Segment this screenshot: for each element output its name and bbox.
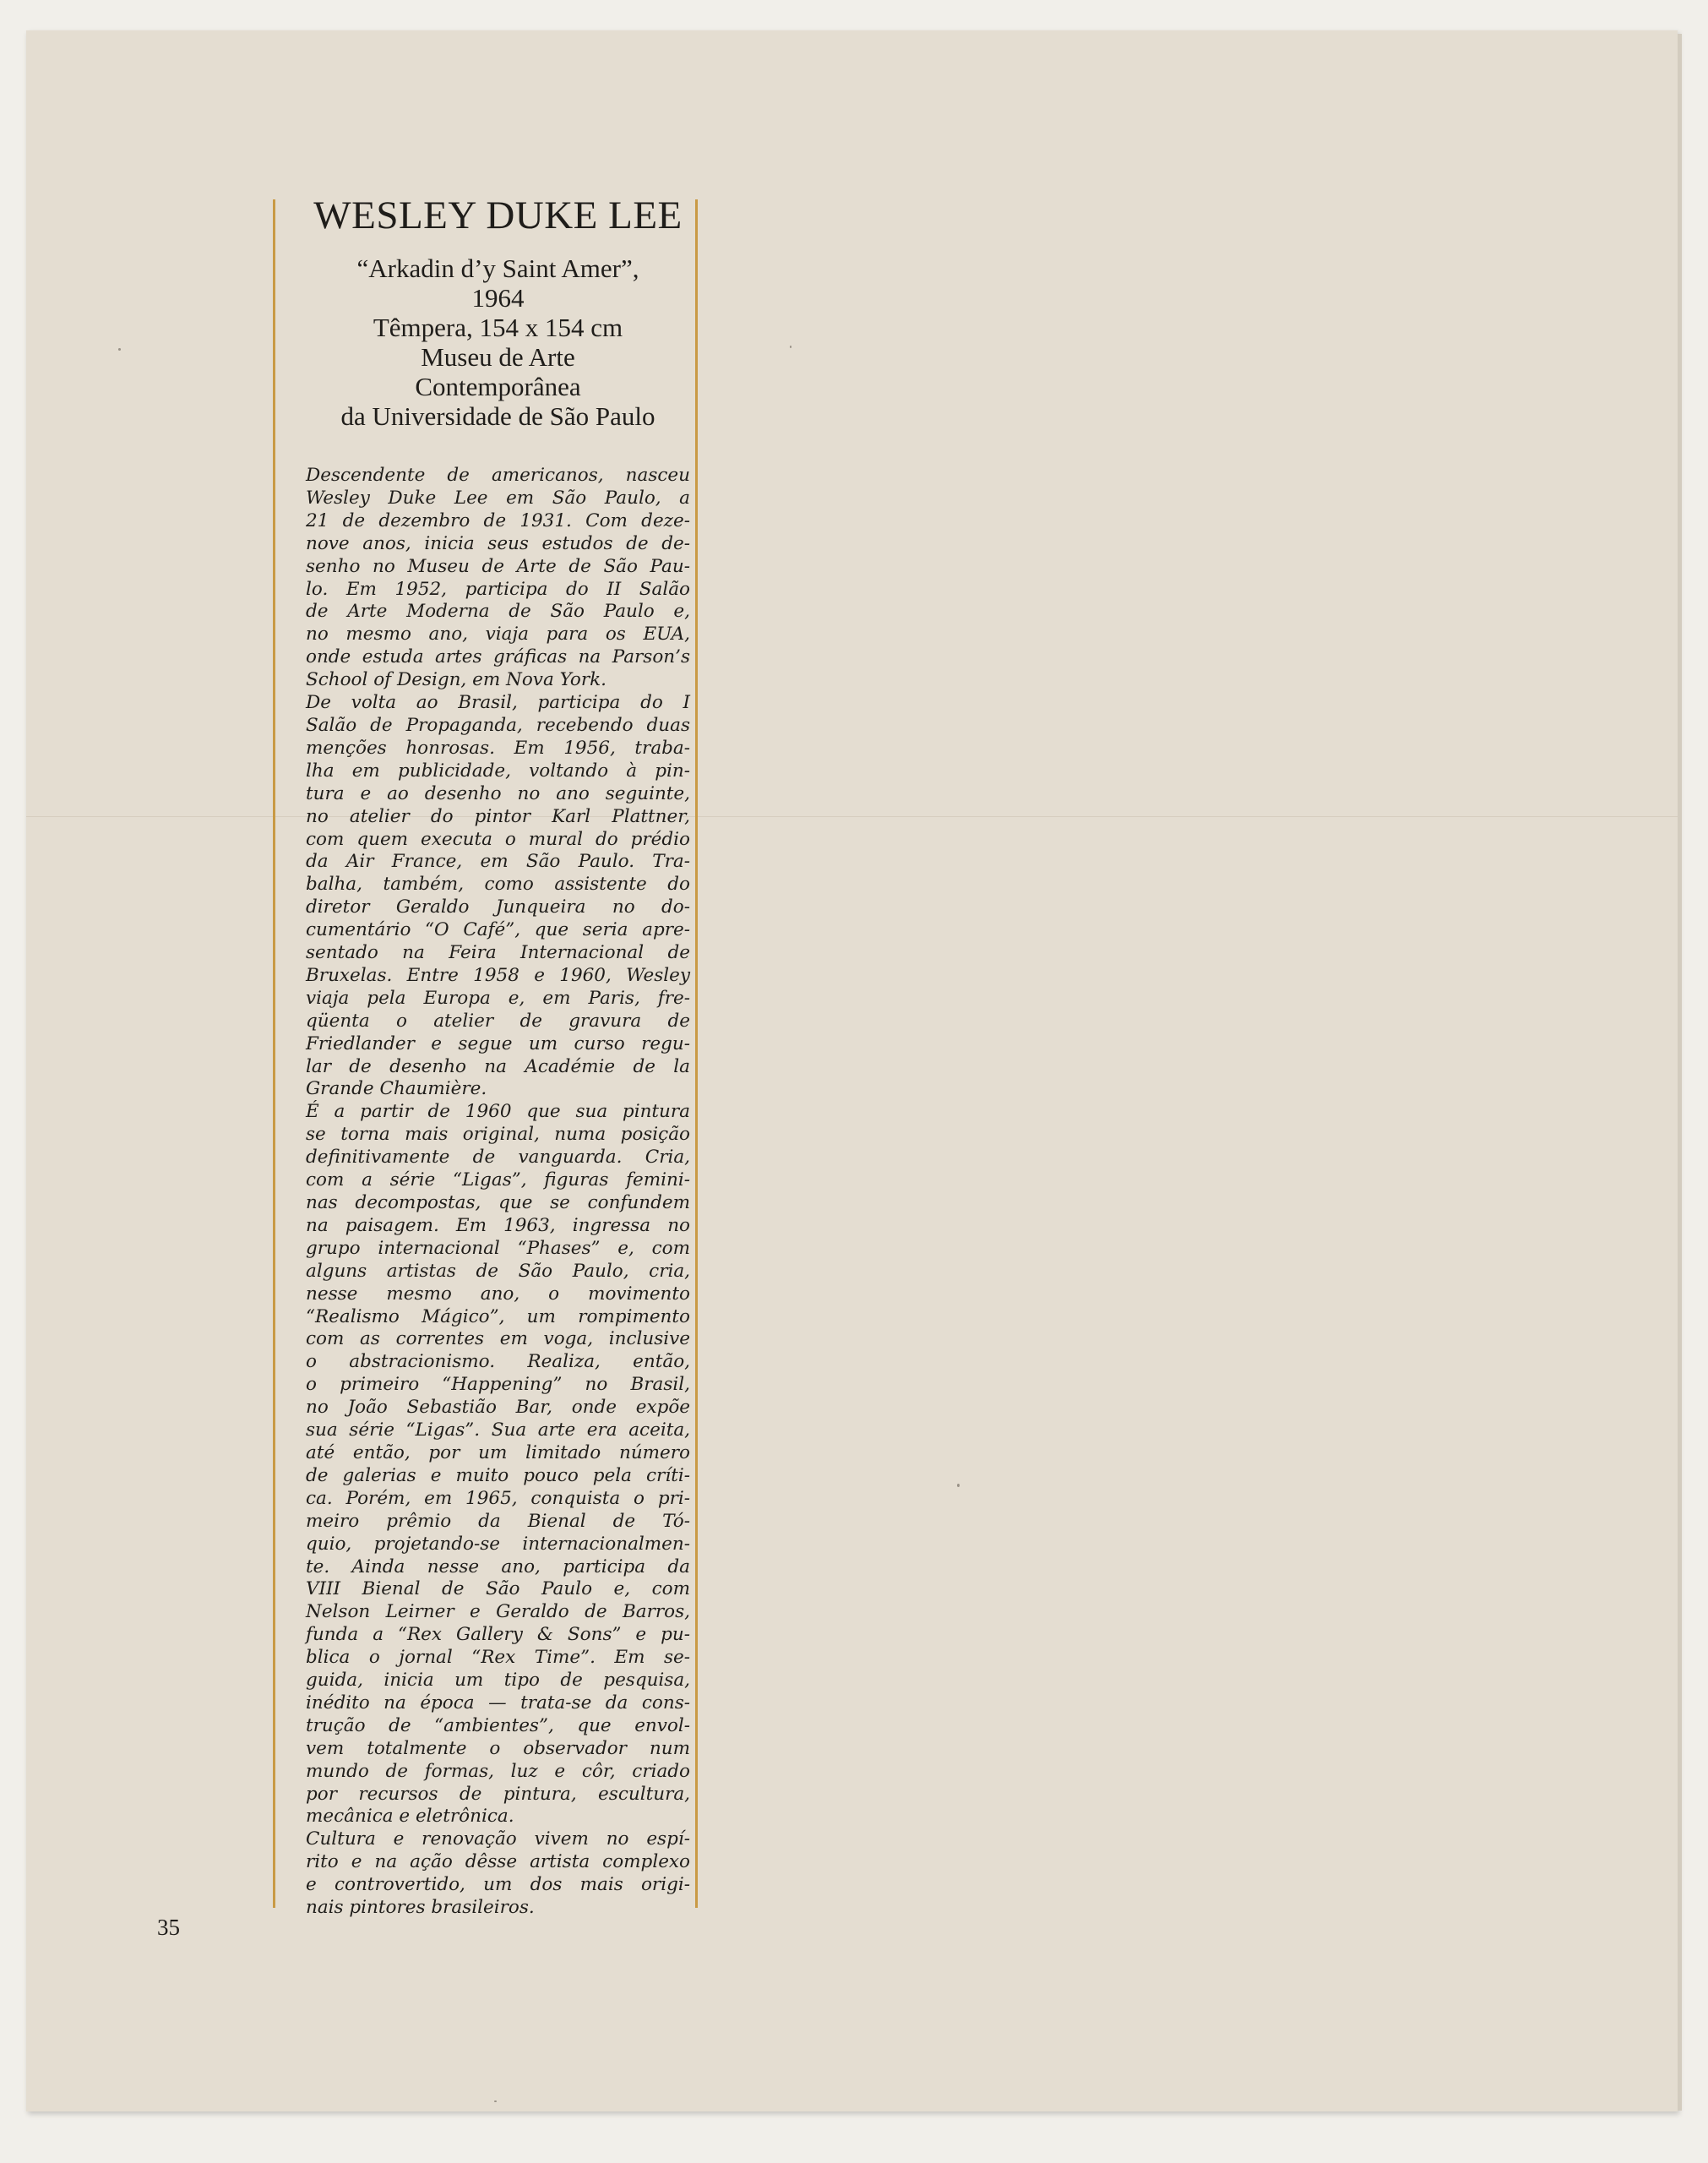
biography-line: É a partir de 1960 que sua pintura	[306, 1101, 690, 1123]
biography-line: rito e na ação dêsse artista complexo	[306, 1851, 690, 1873]
biography-line: VIII Bienal de São Paulo e, com	[306, 1578, 690, 1600]
artist-name: WESLEY DUKE LEE	[313, 193, 683, 237]
biography-line: no atelier do pintor Karl Plattner,	[306, 805, 690, 827]
biography-line: Friedlander e segue um curso regu-	[306, 1032, 690, 1054]
biography-line: lo. Em 1952, participa do II Salão	[306, 578, 690, 600]
biography-line: com a série “Ligas”, figuras femini-	[306, 1169, 690, 1191]
biography-line: quio, projetando-se internacionalmen-	[306, 1533, 690, 1555]
artwork-collection-line: Contemporânea	[415, 372, 581, 401]
paper-edge	[1678, 34, 1682, 2111]
artwork-year: 1964	[471, 283, 525, 313]
biography-line: Bruxelas. Entre 1958 e 1960, Wesley	[306, 964, 690, 986]
left-column-rule	[273, 199, 275, 1908]
biography-line: se torna mais original, numa posição	[306, 1124, 690, 1146]
biography-line: nas decompostas, que se confundem	[306, 1192, 690, 1213]
biography-line: sentado na Feira Internacional de	[306, 942, 690, 964]
paper-speck	[790, 346, 791, 348]
artwork-caption	[306, 253, 690, 431]
biography-line: e controvertido, um dos mais origi-	[306, 1874, 690, 1896]
biography-text	[306, 465, 690, 1920]
biography-line: funda a “Rex Gallery & Sons” e pu-	[306, 1624, 690, 1646]
paper-speck	[494, 2100, 497, 2102]
biography-line: o abstracionismo. Realiza, então,	[306, 1351, 690, 1373]
biography-line: ca. Porém, em 1965, conquista o pri-	[306, 1487, 690, 1509]
biography-line: de Arte Moderna de São Paulo e,	[306, 601, 690, 623]
paper-speck	[118, 348, 121, 351]
biography-line: menções honrosas. Em 1956, traba-	[306, 737, 690, 759]
artwork-collection-line: da Universidade de São Paulo	[340, 401, 655, 431]
biography-line: senho no Museu de Arte de São Pau-	[306, 555, 690, 577]
biography-line: De volta ao Brasil, participa do I	[306, 692, 690, 714]
biography-line: School of Design, em Nova York.	[306, 669, 607, 691]
right-column-rule	[695, 199, 698, 1908]
biography-line: definitivamente de vanguarda. Cria,	[306, 1147, 690, 1169]
artwork-medium: Têmpera, 154 x 154 cm	[373, 313, 623, 342]
biography-line: te. Ainda nesse ano, participa da	[306, 1556, 690, 1577]
biography-line: blica o jornal “Rex Time”. Em se-	[306, 1647, 690, 1669]
biography-line: o primeiro “Happening” no Brasil,	[306, 1374, 690, 1396]
biography-line: no mesmo ano, viaja para os EUA,	[306, 624, 690, 646]
biography-line: com quem executa o mural do prédio	[306, 828, 690, 850]
biography-line: onde estuda artes gráficas na Parson’s	[306, 646, 690, 668]
biography-line: “Realismo Mágico”, um rompimento	[306, 1305, 690, 1327]
biography-line: da Air France, em São Paulo. Tra-	[306, 851, 690, 873]
biography-line: balha, também, como assistente do	[306, 874, 690, 896]
biography-line: no João Sebastião Bar, onde expõe	[306, 1397, 690, 1419]
biography-line: nesse mesmo ano, o movimento	[306, 1283, 690, 1305]
biography-line: nais pintores brasileiros.	[306, 1897, 535, 1919]
biography-line: na paisagem. Em 1963, ingressa no	[306, 1214, 690, 1236]
biography-line: inédito na época — trata-se da cons-	[306, 1692, 690, 1714]
text-column	[306, 193, 690, 1920]
biography-line: com as correntes em voga, inclusive	[306, 1328, 690, 1350]
biography-line: tura e ao desenho no ano seguinte,	[306, 782, 690, 804]
biography-line: trução de “ambientes”, que envol-	[306, 1714, 690, 1736]
biography-line: nove anos, inicia seus estudos de de-	[306, 532, 690, 554]
biography-line: mecânica e eletrônica.	[306, 1806, 514, 1828]
biography-line: Wesley Duke Lee em São Paulo, a	[306, 487, 690, 509]
biography-line: diretor Geraldo Junqueira no do-	[306, 896, 690, 918]
biography-line: lha em publicidade, voltando à pin-	[306, 760, 690, 782]
biography-line: 21 de dezembro de 1931. Com deze-	[306, 509, 690, 531]
artwork-title: “Arkadin d’y Saint Amer”,	[356, 253, 639, 283]
biography-line: até então, por um limitado número	[306, 1441, 690, 1463]
biography-line: vem totalmente o observador num	[306, 1737, 690, 1759]
biography-line: cumentário “O Café”, que seria apre-	[306, 919, 690, 941]
page-number: 35	[157, 1915, 180, 1940]
artwork-collection-line: Museu de Arte	[421, 342, 575, 372]
biography-line: grupo internacional “Phases” e, com	[306, 1237, 690, 1259]
biography-line: qüenta o atelier de gravura de	[306, 1010, 690, 1032]
biography-line: guida, inicia um tipo de pesquisa,	[306, 1670, 690, 1692]
biography-line: Nelson Leirner e Geraldo de Barros,	[306, 1601, 690, 1623]
biography-line: lar de desenho na Académie de la	[306, 1055, 690, 1077]
biography-line: de galerias e muito pouco pela críti-	[306, 1464, 690, 1486]
biography-line: Descendente de americanos, nasceu	[306, 465, 690, 486]
biography-line: Grande Chaumière.	[306, 1078, 487, 1100]
biography-line: por recursos de pintura, escultura,	[306, 1783, 690, 1805]
biography-line: viaja pela Europa e, em Paris, fre-	[306, 987, 690, 1009]
biography-line: Salão de Propaganda, recebendo duas	[306, 714, 690, 736]
biography-line: Cultura e renovação vivem no espí-	[306, 1828, 690, 1850]
biography-line: alguns artistas de São Paulo, cria,	[306, 1260, 690, 1282]
biography-line: mundo de formas, luz e côr, criado	[306, 1760, 690, 1782]
paper-speck	[957, 1484, 960, 1487]
biography-line: meiro prêmio da Bienal de Tó-	[306, 1510, 690, 1532]
biography-line: sua série “Ligas”. Sua arte era aceita,	[306, 1419, 690, 1441]
